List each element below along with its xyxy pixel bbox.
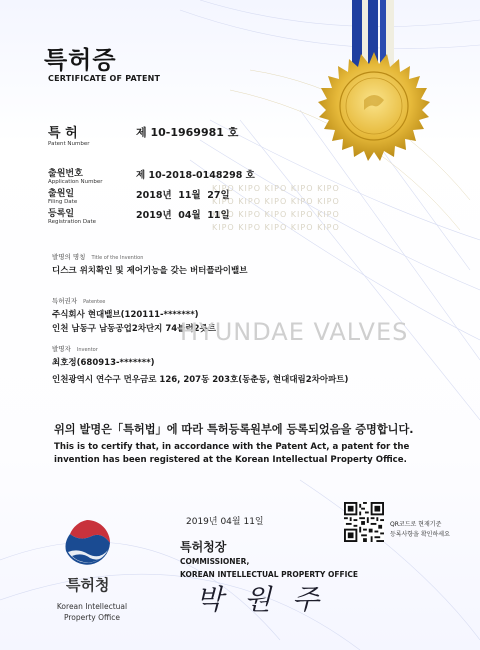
patentee-label: 특허권자 Patentee bbox=[52, 297, 106, 305]
invention-label: 발명의 명칭 Title of the Invention bbox=[52, 253, 144, 261]
kipo-watermark-line: KIPO KIPO KIPO KIPO KIPO bbox=[212, 184, 340, 193]
patent-number-label: 특 허 Patent Number bbox=[48, 126, 90, 147]
inventor-label: 발명자 Inventor bbox=[52, 345, 98, 353]
application-number-label: 출원번호 Application Number bbox=[48, 169, 103, 185]
gold-seal-icon bbox=[318, 50, 430, 162]
commissioner-office-en: KOREAN INTELLECTUAL PROPERTY OFFICE bbox=[180, 570, 359, 579]
commissioner-title-en: COMMISSIONER, bbox=[180, 557, 250, 566]
patent-number-value: 제 10-1969981 호 bbox=[136, 126, 239, 139]
issue-date: 2019년 04월 11일 bbox=[186, 517, 264, 527]
invention-title: 디스크 위치확인 및 제어기능을 갖는 버터플라이밸브 bbox=[52, 266, 248, 276]
filing-date-label: 출원일 Filing Date bbox=[48, 189, 78, 205]
kipo-watermark-line: KIPO KIPO KIPO KIPO KIPO bbox=[212, 210, 340, 219]
commissioner-signature: 박 원 주 bbox=[196, 583, 325, 616]
kipo-watermark bbox=[212, 182, 340, 234]
certificate-title: 특허증 bbox=[44, 46, 117, 74]
registration-date-label: 등록일 Registration Date bbox=[48, 209, 97, 225]
certification-statement-en: This is to certify that, in accordance with the Patent Act, a patent for the invention has been registered at the Korean Intellectual Property Office. bbox=[54, 442, 410, 465]
kipo-watermark-line: KIPO KIPO KIPO KIPO KIPO bbox=[212, 223, 340, 232]
certification-statement-ko: 위의 발명은「특허법」에 따라 특허등록원부에 등록되었음을 증명합니다. bbox=[54, 423, 414, 436]
certificate-title-en: CERTIFICATE OF PATENT bbox=[48, 74, 161, 83]
qr-note: QR코드로 현재기준 등록사항을 확인하세요 bbox=[390, 521, 450, 538]
kipo-name-ko: 특허청 bbox=[66, 576, 110, 594]
kipo-name-en: Korean Intellectual Property Office bbox=[56, 602, 128, 622]
patentee-name: 주식회사 현대밸브(120111-*******) bbox=[52, 310, 199, 320]
filing-date-value: 2018년 11월 27일 bbox=[136, 190, 230, 201]
patentee-address: 인천 남동구 남동공업2차단지 74블럭2롯트 bbox=[52, 324, 216, 334]
application-number-value: 제 10-2018-0148298 호 bbox=[136, 170, 255, 181]
registration-date-value: 2019년 04월 11일 bbox=[136, 210, 230, 221]
commissioner-title: 특허청장 bbox=[180, 540, 227, 554]
kipo-logo-icon bbox=[62, 518, 112, 568]
inventor-address: 인천광역시 연수구 먼우금로 126, 207동 203호(동춘동, 현대대림2차아파트) bbox=[52, 375, 349, 385]
kipo-watermark-line: KIPO KIPO KIPO KIPO KIPO bbox=[212, 197, 340, 206]
inventor-name: 최호정(680913-*******) bbox=[52, 358, 155, 368]
qr-code-icon[interactable] bbox=[344, 502, 384, 542]
company-watermark: HYUNDAE VALVES bbox=[180, 318, 409, 346]
